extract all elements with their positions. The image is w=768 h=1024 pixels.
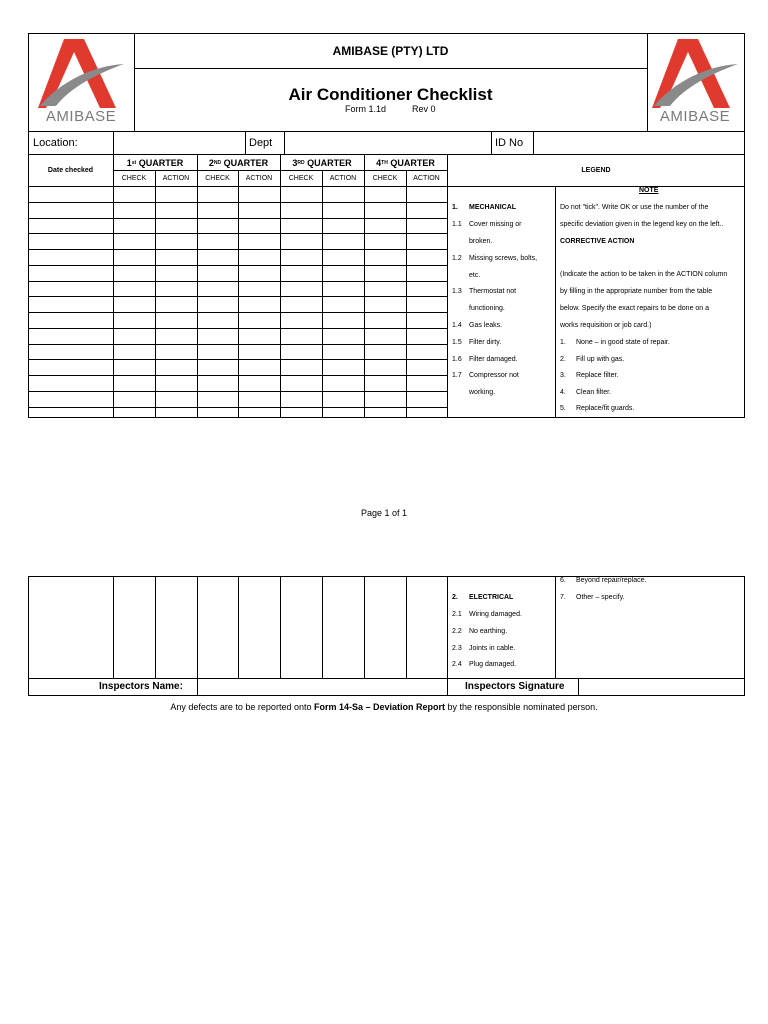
- date-checked-header: Date checked: [47, 167, 94, 174]
- location-field[interactable]: [114, 133, 244, 154]
- id-no-label: ID No: [495, 137, 524, 149]
- inspectors-name-label: Inspectors Name:: [99, 681, 183, 692]
- logo-text: AMIBASE: [45, 108, 117, 125]
- q4-action-header: ACTION: [413, 174, 440, 182]
- corrective-action-title: CORRECTIVE ACTION: [560, 238, 635, 245]
- company-name: AMIBASE (PTY) LTD: [332, 44, 449, 58]
- page-title: Air Conditioner Checklist: [288, 85, 493, 104]
- inspectors-signature-field[interactable]: [579, 679, 744, 695]
- id-no-field[interactable]: [534, 133, 744, 154]
- company-logo-right: [650, 36, 740, 128]
- legend-header: LEGEND: [581, 167, 611, 174]
- dept-label: Dept: [249, 137, 273, 149]
- inspectors-name-field[interactable]: [198, 679, 446, 695]
- logo-mark-icon: [36, 36, 126, 110]
- note-title: NOTE: [639, 187, 659, 194]
- form-number: Form 1.1d: [345, 104, 387, 114]
- checklist-table: [28, 155, 745, 418]
- q1-check-header: CHECK: [121, 174, 147, 182]
- dept-field[interactable]: [285, 133, 490, 154]
- inspectors-signature-label: Inspectors Signature: [465, 681, 565, 692]
- q2-action-header: ACTION: [245, 174, 273, 182]
- page-number: Page 1 of 1: [360, 508, 408, 518]
- logo-mark-icon: [650, 36, 740, 110]
- quarter-4-header: 4 TH QUARTER: [376, 157, 435, 168]
- q3-check-header: CHECK: [288, 174, 314, 182]
- q4-check-header: CHECK: [372, 174, 398, 182]
- logo-text: AMIBASE: [659, 108, 731, 125]
- revision: Rev 0: [412, 104, 436, 114]
- location-label: Location:: [33, 137, 78, 149]
- q1-action-header: ACTION: [162, 174, 190, 182]
- quarter-1-header: 1 st QUARTER: [126, 157, 184, 168]
- footer-note: Any defects are to be reported onto Form 14-Sa – Deviation Report by the responsible nominated person.: [170, 702, 598, 712]
- quarter-2-header: 2 ND QUARTER: [208, 157, 269, 168]
- quarter-3-header: 3 RD QUARTER: [292, 157, 352, 168]
- q3-action-header: ACTION: [329, 174, 357, 182]
- q2-check-header: CHECK: [205, 174, 230, 182]
- company-logo-left: [36, 36, 126, 128]
